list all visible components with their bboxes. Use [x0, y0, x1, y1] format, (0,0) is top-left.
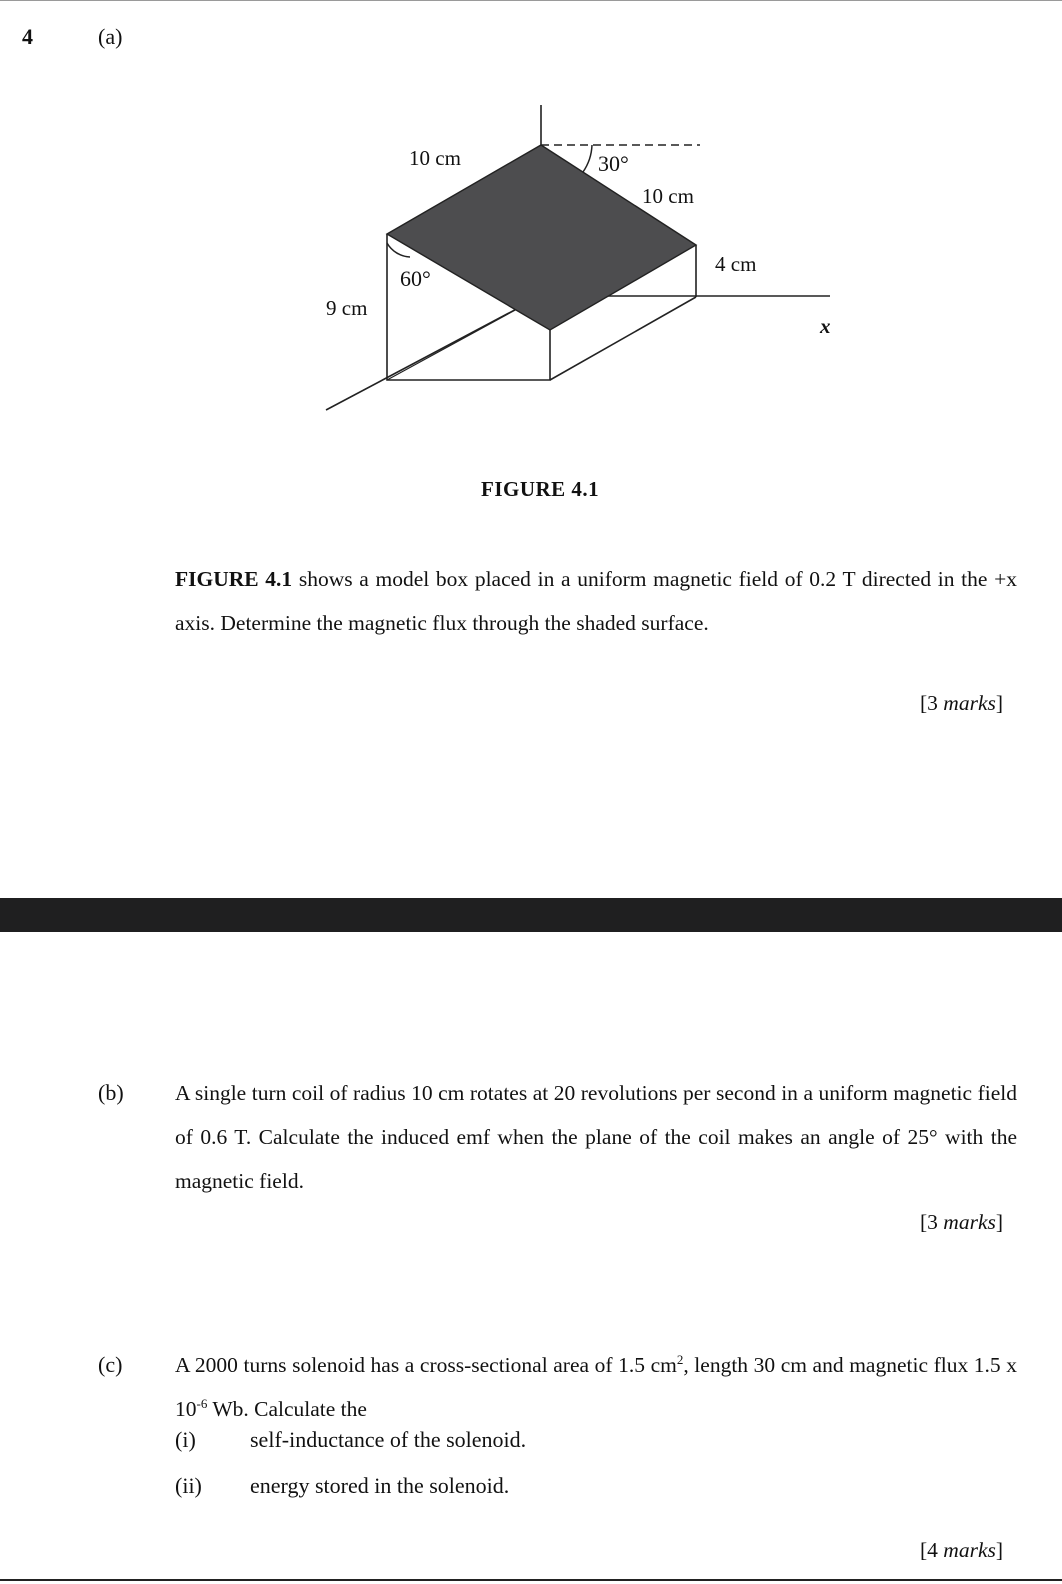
top-rule — [0, 0, 1062, 1]
angle-arc-30 — [583, 145, 592, 172]
part-a-question — [175, 557, 1017, 645]
label-4cm: 4 cm — [715, 252, 757, 276]
part-c-ii-label: (ii) — [175, 1473, 202, 1498]
label-10cm-top-right: 10 cm — [642, 184, 694, 208]
part-c-marks: [4 marks] — [920, 1538, 1004, 1562]
part-b-label: (b) — [98, 1080, 124, 1105]
label-axis-x: x — [820, 314, 831, 338]
part-c-i-label: (i) — [175, 1427, 196, 1452]
part-c-label: (c) — [98, 1352, 123, 1377]
bottom-rule — [0, 1579, 1062, 1581]
part-c-ii-text: energy stored in the solenoid. — [250, 1473, 510, 1498]
part-c-sup-2: -6 — [196, 1395, 208, 1411]
label-angle-30: 30° — [598, 151, 629, 176]
shaded-surface — [387, 145, 696, 330]
part-b-marks: [3 marks] — [920, 1210, 1004, 1234]
part-c-text-3: Wb. Calculate the — [207, 1397, 367, 1421]
part-b-question: A single turn coil of radius 10 cm rotates at 20 revolutions per second in a uniform magnetic field of 0.6 T. Calculate the induced emf when the plane of the coil makes an angle of 25° with the magnetic field. — [175, 1081, 1017, 1193]
part-c-text-1: A 2000 turns solenoid has a cross-sectional area of 1.5 cm — [175, 1353, 677, 1377]
part-c-i-text: self-inductance of the solenoid. — [250, 1427, 527, 1452]
figure-caption: FIGURE 4.1 — [481, 477, 600, 501]
question-number: 4 — [22, 24, 33, 49]
label-angle-60: 60° — [400, 266, 431, 291]
part-a-label: (a) — [98, 24, 123, 49]
box-diagram — [300, 85, 860, 425]
label-10cm-top-left: 10 cm — [409, 146, 461, 170]
part-c-question — [175, 1343, 1017, 1431]
part-c-sup-1: 2 — [676, 1351, 684, 1367]
figure-reference: FIGURE 4.1 — [175, 567, 293, 591]
part-a-text: shows a model box placed in a uniform magnetic field of 0.2 T directed in the +x axis. Determine the magnetic flux through the shaded surface. — [175, 567, 1017, 635]
part-a-marks: [3 marks] — [920, 691, 1004, 715]
page-divider-bar — [0, 898, 1062, 932]
label-9cm: 9 cm — [326, 296, 368, 320]
part-c-text-2: , length 30 cm and magnetic flux 1.5 x 10 — [175, 1353, 1017, 1421]
figure-4-1 — [300, 85, 860, 430]
